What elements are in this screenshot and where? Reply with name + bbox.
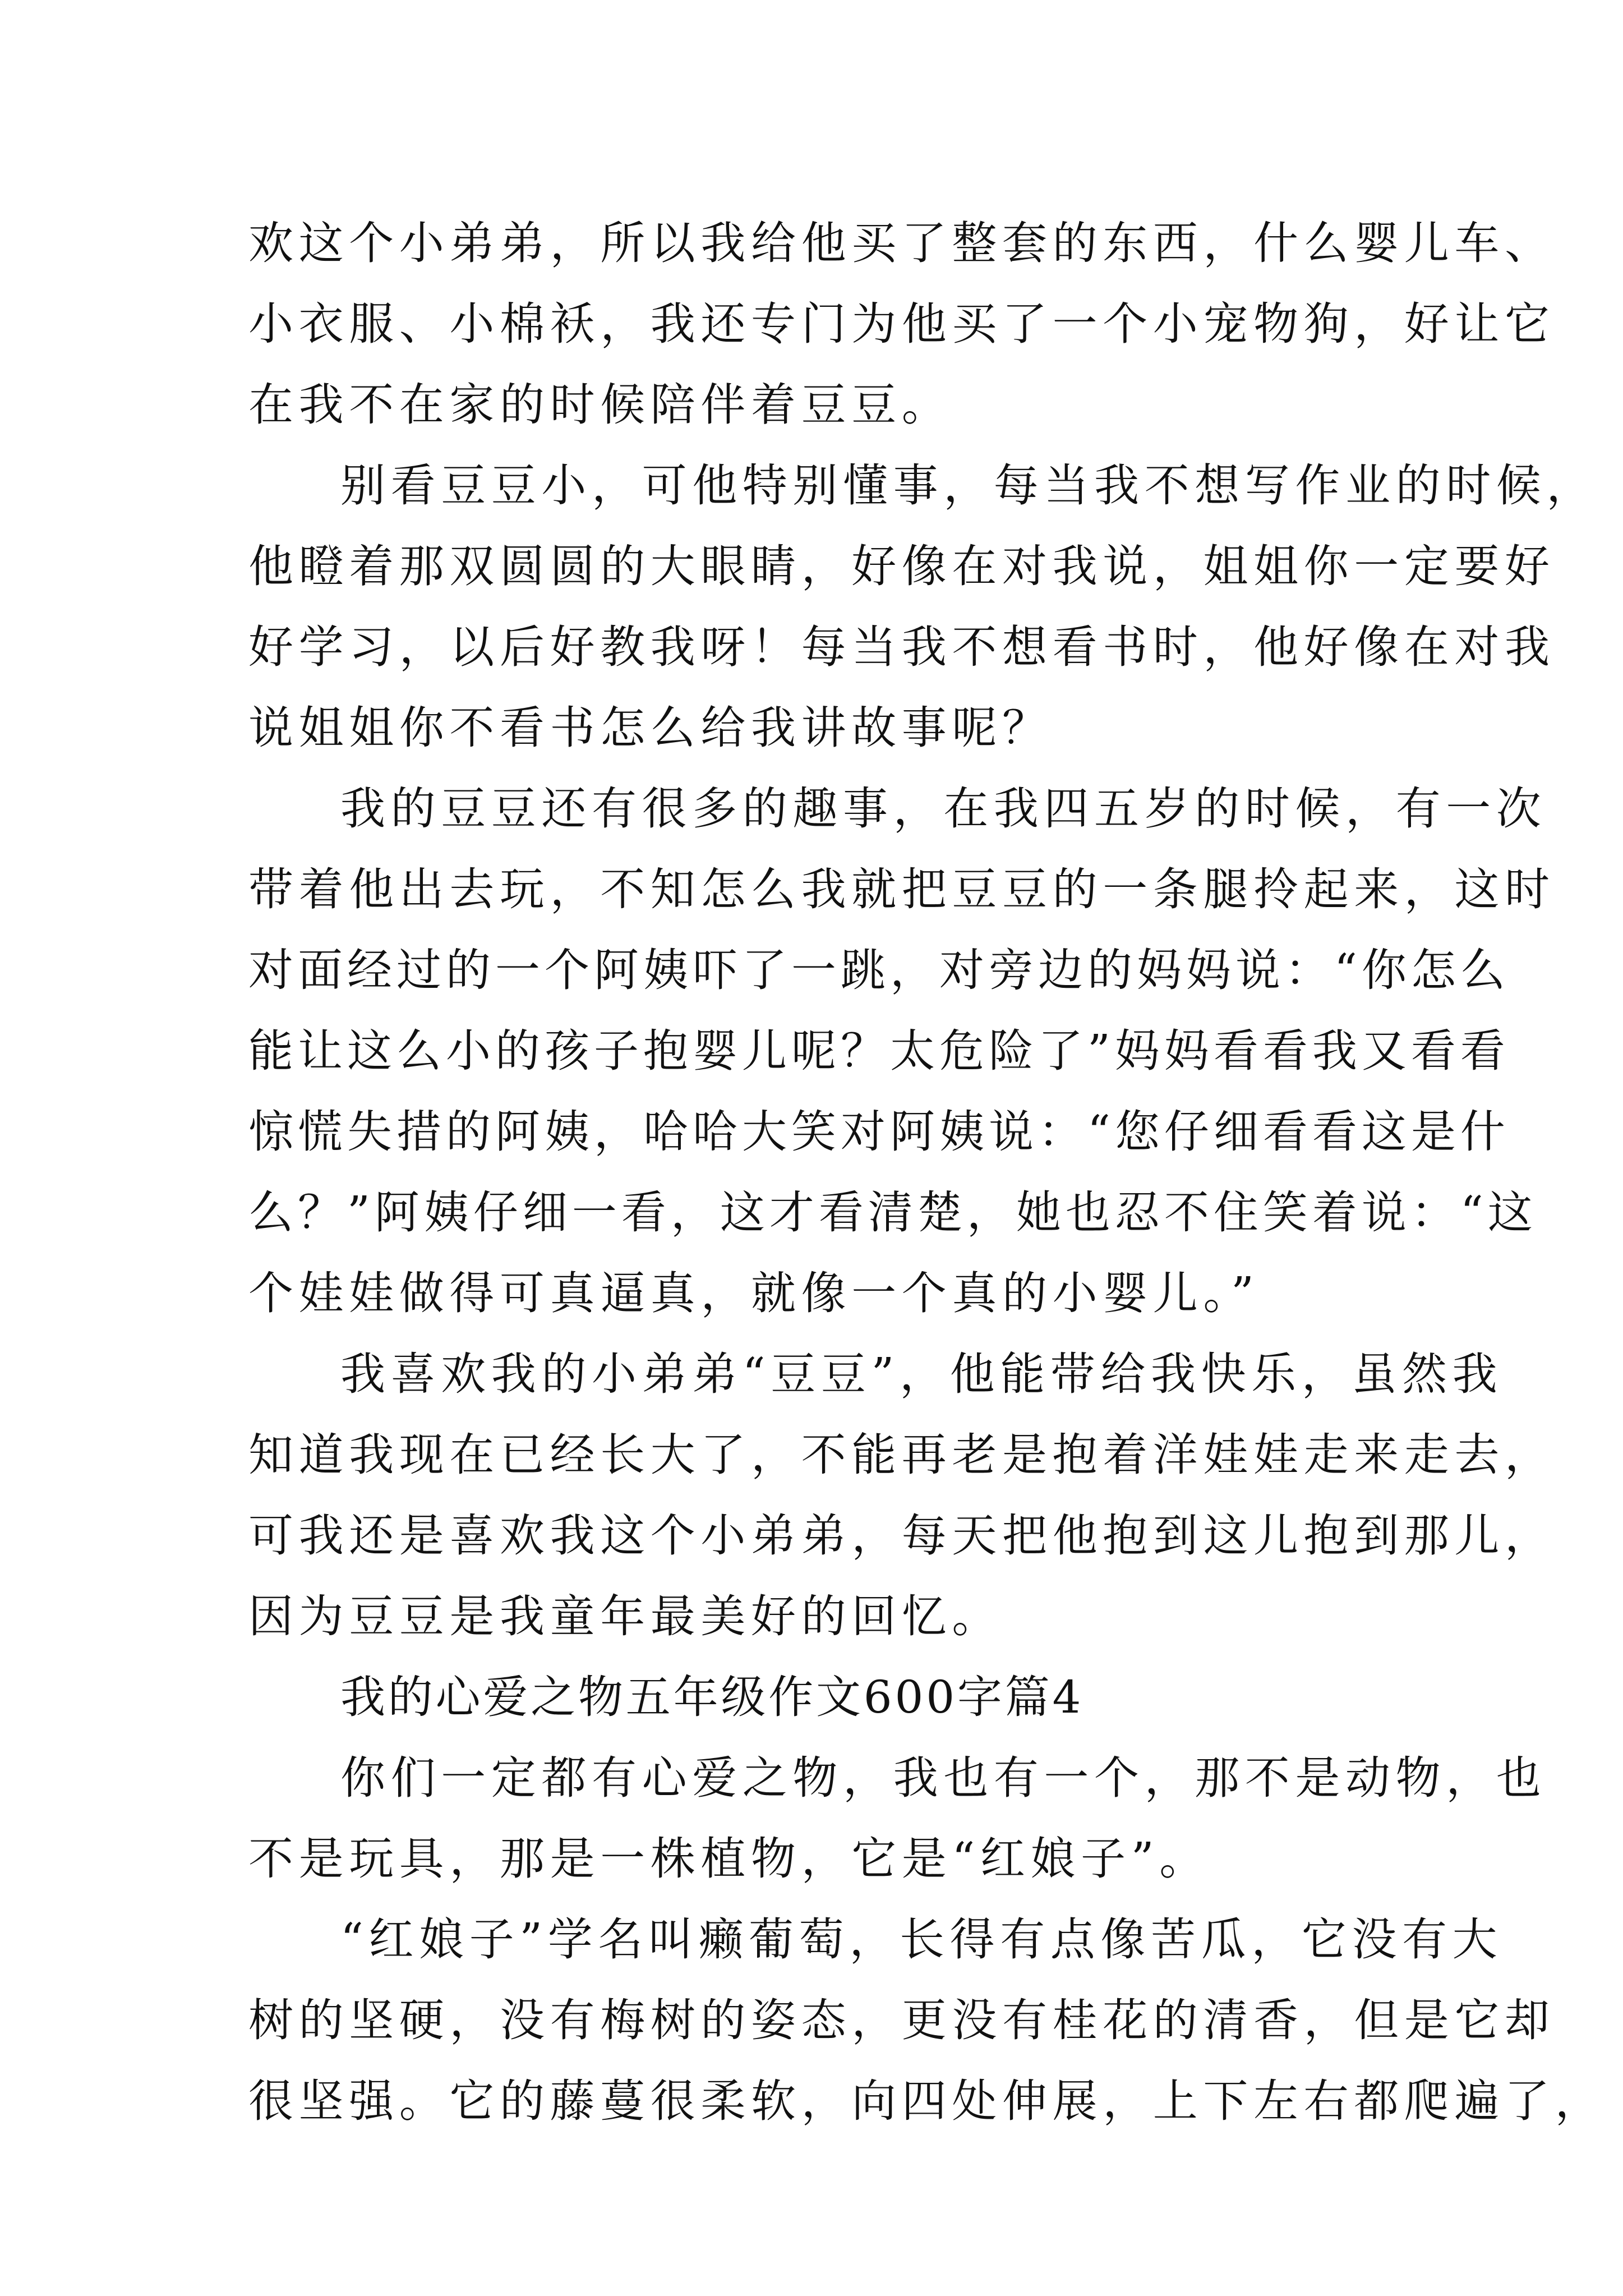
essay-body — [248, 203, 1606, 2142]
text-line: 不是玩具，那是一株植物，它是“红娘子”。 — [248, 1833, 1210, 1885]
text-line: 个娃娃做得可真逼真，就像一个真的小婴儿。” — [248, 1267, 1260, 1319]
paragraph-2 — [248, 445, 1597, 769]
text-line: 他瞪着那双圆圆的大眼睛，好像在对我说，姐姐你一定要好 — [248, 540, 1555, 592]
text-line: 知道我现在已经长大了，不能再老是抱着洋娃娃走来走去， — [248, 1429, 1555, 1481]
text-line: 对面经过的一个阿姨吓了一跳，对旁边的妈妈说：“你怎么 — [248, 944, 1510, 996]
text-line: 很坚强。它的藤蔓很柔软，向四处伸展，上下左右都爬遍了， — [248, 2075, 1606, 2127]
paragraph-3 — [248, 769, 1555, 1334]
text-line: 能让这么小的孩子抱婴儿呢？太危险了”妈妈看看我又看看 — [248, 1025, 1510, 1077]
text-line: 因为豆豆是我童年最美好的回忆。 — [248, 1590, 1002, 1642]
text-line: 么？”阿姨仔细一看，这才看清楚，她也忍不住笑着说：“这 — [248, 1186, 1537, 1239]
text-line: 可我还是喜欢我这个小弟弟，每天把他抱到这儿抱到那儿， — [248, 1510, 1555, 1562]
section-heading — [248, 1657, 1415, 1738]
text-line: 在我不在家的时候陪伴着豆豆。 — [248, 379, 952, 431]
text-line: 欢这个小弟弟，所以我给他买了整套的东西，什么婴儿车、 — [248, 217, 1555, 269]
text-line: 惊慌失措的阿姨，哈哈大笑对阿姨说：“您仔细看看这是什 — [248, 1106, 1510, 1158]
text-line: 小衣服、小棉袄，我还专门为他买了一个小宠物狗，好让它 — [248, 298, 1555, 350]
text-line: 树的坚硬，没有梅树的姿态，更没有桂花的清香，但是它却 — [248, 1994, 1555, 2046]
heading-text: 我的心爱之物五年级作文600字篇4 — [340, 1671, 1084, 1723]
text-line: 别看豆豆小，可他特别懂事，每当我不想写作业的时候， — [340, 459, 1597, 512]
paragraph-5 — [248, 1738, 1547, 1899]
paragraph-1 — [248, 203, 1555, 445]
text-line: 说姐姐你不看书怎么给我讲故事呢？ — [248, 702, 1053, 754]
text-line: 我喜欢我的小弟弟“豆豆”，他能带给我快乐，虽然我 — [340, 1348, 1503, 1400]
text-line: 好学习，以后好教我呀！每当我不想看书时，他好像在对我 — [248, 621, 1555, 673]
text-line: 带着他出去玩，不知怎么我就把豆豆的一条腿拎起来，这时 — [248, 863, 1555, 915]
text-line: 我的豆豆还有很多的趣事，在我四五岁的时候，有一次 — [340, 783, 1547, 835]
text-line: “红娘子”学名叫癞葡萄，长得有点像苦瓜，它没有大 — [340, 1913, 1503, 1966]
paragraph-6 — [248, 1899, 1606, 2142]
text-line: 你们一定都有心爱之物，我也有一个，那不是动物，也 — [340, 1752, 1547, 1804]
paragraph-4 — [248, 1334, 1555, 1657]
